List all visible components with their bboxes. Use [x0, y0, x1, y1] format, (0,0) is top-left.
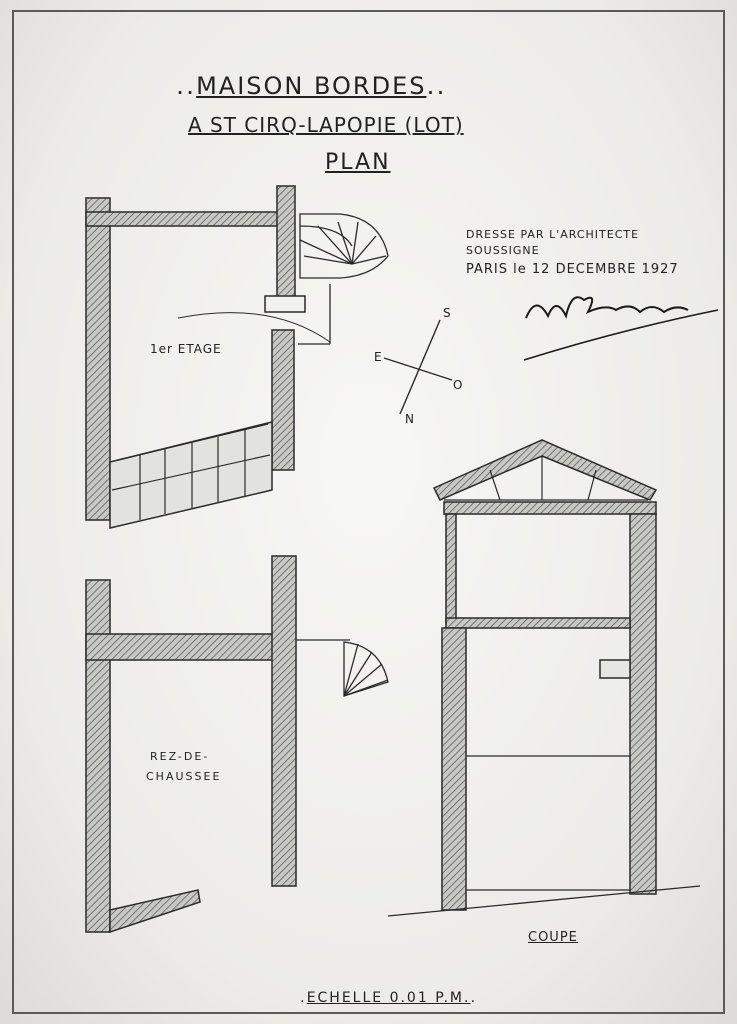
architect-note-line2: SOUSSIGNE — [466, 244, 540, 257]
roof — [434, 440, 656, 500]
architect-note-date: PARIS le 12 DECEMBRE 1927 — [466, 262, 679, 277]
ground-floor-top-wall — [86, 634, 282, 660]
section-right-wall — [630, 514, 656, 894]
section-drawing — [388, 440, 700, 916]
first-floor-plan — [86, 186, 330, 528]
compass-south-label: S — [443, 306, 451, 320]
ground-floor-label-line1: REZ-DE- — [150, 750, 210, 763]
section-left-wall-upper — [446, 514, 456, 624]
scale-label: ․ECHELLE 0.01 P.M.․ — [300, 990, 478, 1006]
ground-floor-right-wall — [272, 556, 296, 886]
first-floor-top-wall — [86, 212, 278, 226]
drawing-location: A ST CIRQ-LAPOPIE (LOT) — [188, 113, 464, 137]
first-floor-balcony — [110, 422, 272, 528]
section-left-wall-lower — [442, 628, 466, 910]
section-label: COUPE — [528, 930, 578, 945]
first-floor-door-arc — [178, 313, 330, 342]
compass-east-label: E — [374, 350, 382, 364]
section-stair-step — [600, 660, 630, 678]
ground-floor-spiral-stair — [344, 642, 388, 696]
architect-signature — [524, 297, 718, 360]
compass-north-label: N — [405, 412, 414, 426]
ground-floor-plan — [86, 556, 350, 932]
ground-floor-bottom-wall — [110, 890, 200, 932]
first-floor-spiral-stair — [298, 214, 388, 344]
compass-west-label: O — [453, 378, 463, 392]
first-floor-left-wall — [86, 198, 110, 520]
architect-note-line1: DRESSE PAR L'ARCHITECTE — [466, 228, 640, 241]
first-floor-right-wall-lower — [272, 330, 294, 470]
first-floor-slab — [446, 618, 630, 628]
ground-floor-label-line2: CHAUSSEE — [146, 770, 222, 783]
drawing-type: PLAN — [325, 150, 391, 175]
compass-rose — [384, 320, 452, 414]
ground-floor-left-wall — [86, 580, 110, 932]
first-floor-door-opening — [265, 296, 305, 312]
drawing-title: ․․MAISON BORDES․․ — [176, 72, 447, 100]
first-floor-label: 1er ETAGE — [150, 342, 222, 356]
top-floor-beam — [444, 502, 656, 514]
first-floor-right-wall-upper — [277, 186, 295, 298]
